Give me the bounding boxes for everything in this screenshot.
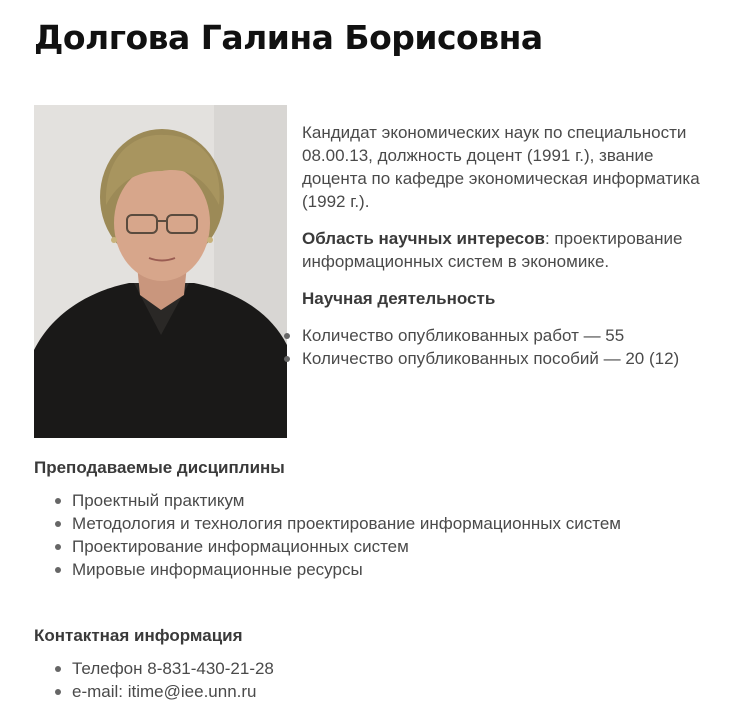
portrait-photo bbox=[34, 105, 287, 438]
science-heading: Научная деятельность bbox=[302, 289, 496, 308]
interests-colon: : bbox=[544, 229, 550, 248]
science-list bbox=[302, 324, 702, 370]
degree-text: Кандидат экономических наук по специальности 08.00.13, должность доцент (1991 г.), звание доцента по кафедре экономическая информатика (1992 г.). bbox=[302, 123, 700, 211]
contacts-heading: Контактная информация bbox=[34, 626, 243, 645]
teaching-heading: Преподаваемые дисциплины bbox=[34, 458, 285, 477]
page-title: Долгова Галина Борисовна bbox=[34, 18, 543, 57]
contacts-section bbox=[34, 624, 684, 703]
bio-block bbox=[302, 121, 702, 370]
teaching-section bbox=[34, 456, 684, 581]
list-item: Методология и технология проектирование информационных систем bbox=[72, 512, 684, 535]
list-item: Проектирование информационных систем bbox=[72, 535, 684, 558]
list-item: Мировые информационные ресурсы bbox=[72, 558, 684, 581]
list-item: Количество опубликованных пособий — 20 (12) bbox=[302, 347, 702, 370]
interests-text: проектирование информационных систем в экономике. bbox=[302, 229, 683, 271]
teaching-list bbox=[72, 489, 684, 581]
email-item[interactable]: e-mail: itime@iee.unn.ru bbox=[72, 680, 684, 703]
list-item: Количество опубликованных работ — 55 bbox=[302, 324, 702, 347]
phone-item: Телефон 8-831-430-21-28 bbox=[72, 657, 684, 680]
interests-label: Область научных интересов bbox=[302, 229, 545, 248]
interests-paragraph bbox=[302, 227, 702, 273]
contacts-list bbox=[72, 657, 684, 703]
list-item: Проектный практикум bbox=[72, 489, 684, 512]
